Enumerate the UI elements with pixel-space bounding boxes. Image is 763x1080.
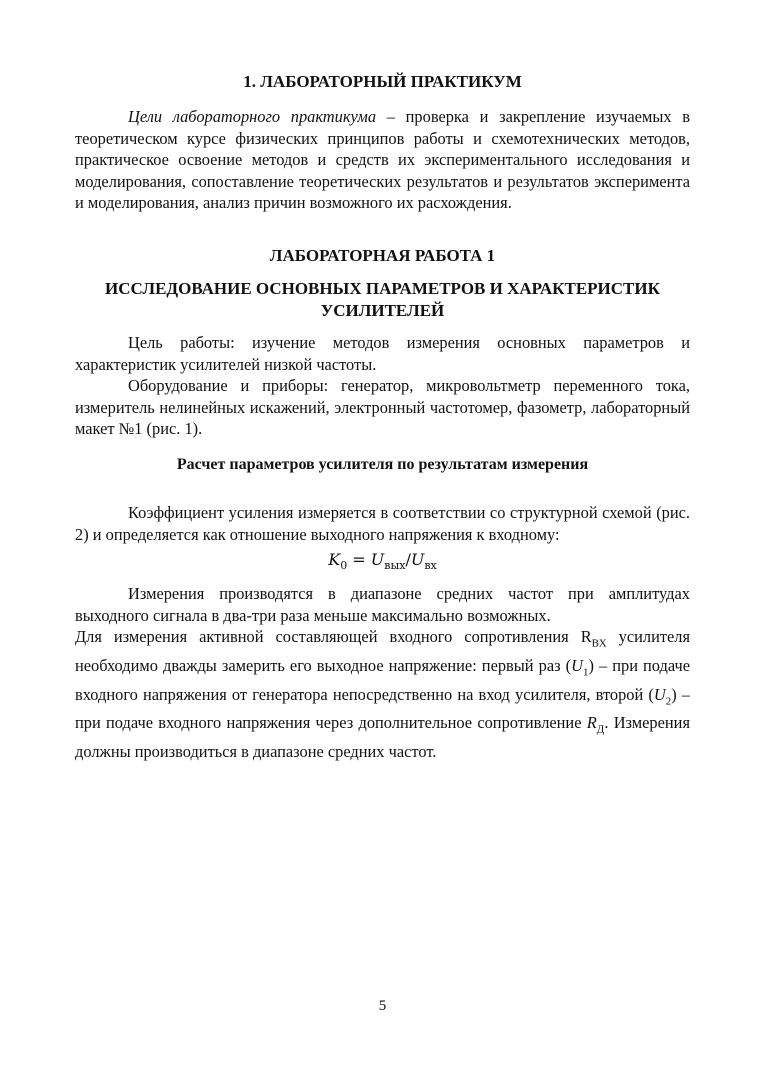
goals-paragraph — [75, 106, 690, 214]
goals-text: – проверка и закрепление изучаемых в теоретическом курсе физических принципов работы и схемотехнических методов, практическое освоение методов и средств их экспериментального исследования и моделирования, сопоставление теоретических результатов и результатов эксперимента и моделирования, анализ причин возможного их расхождения. — [75, 107, 690, 212]
lab-intro — [75, 332, 690, 440]
page-number: 5 — [378, 998, 387, 1014]
document-page — [75, 0, 690, 1080]
section-heading: 1. ЛАБОРАТОРНЫЙ ПРАКТИКУМ — [243, 72, 522, 91]
input-resistance-paragraph: Для измерения активной составляющей входного сопротивления $R_{ВХ}$ усилителя необходимо дважды замерить его выходное напряжение: первый раз $(U_1)$ – при подаче входного напряжения от генератора непосредственно на вход усилителя, второй $(U_2)$ – при подаче входного напряжения через дополнительное сопротивление $R_Д$. Измерения должны производиться в диапазоне средних частот. — [75, 627, 690, 762]
lab-heading: ЛАБОРАТОРНАЯ РАБОТА 1 — [269, 246, 496, 265]
gain-paragraph: Коэффициент усиления измеряется в соответствии со структурной схемой (рис. 2) и определяется как отношение выходного напряжения к входному: — [75, 503, 690, 544]
gain-formula: $K_0 = U_{вых}/U_{вх}$ — [328, 550, 437, 573]
input-resistance-section — [75, 626, 690, 763]
calc-heading: Расчет параметров усилителя по результатам измерения — [176, 456, 589, 473]
equipment-paragraph: Оборудование и приборы: генератор, микровольтметр переменного тока, измеритель нелинейных искажений, электронный частотомер, фазометр, лабораторный макет №1 (рис. 1). — [75, 376, 690, 438]
gain-section — [75, 502, 690, 582]
lab-title: ИССЛЕДОВАНИЕ ОСНОВНЫХ ПАРАМЕТРОВ И ХАРАКТЕРИСТИК УСИЛИТЕЛЕЙ — [105, 279, 660, 320]
goals-lead: Цели лабораторного практикума — [128, 107, 377, 126]
measure-paragraph: Измерения производятся в диапазоне средних частот при амплитудах выходного сигнала в два-три раза меньше максимально возможных. — [75, 584, 690, 625]
measurement-section — [75, 583, 690, 626]
purpose-paragraph: Цель работы: изучение методов измерения основных параметров и характеристик усилителей низкой частоты. — [75, 333, 690, 374]
